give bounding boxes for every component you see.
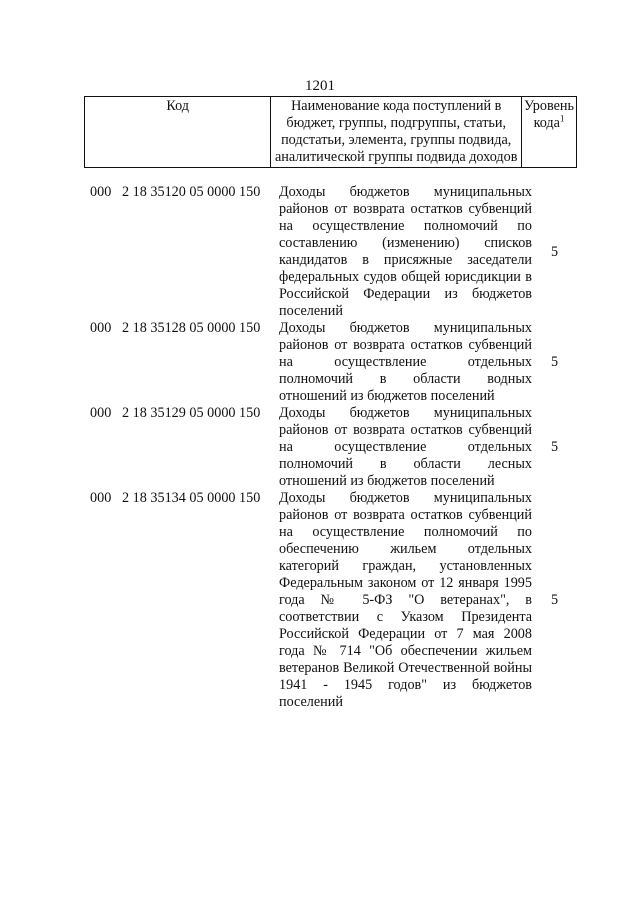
code-level: 5 [550, 439, 559, 455]
revenue-name: Доходы бюджетов муниципальных районов от возврата остатков субвенций на осуществление полномочий по обеспечению жильем отдельных категорий граждан, установленных Федеральным законом от 12 января 1995 года № 5-ФЗ "О ветеранах", в соответствии с Указом Президента Российской Федерации от 7 мая 2008 года № 714 "Об обеспечении жильем ветеранов Великой Отечественной войны 1941 - 1945 годов" из бюджетов поселений [279, 490, 532, 710]
header-code-label: Код [166, 98, 190, 114]
revenue-code: 2 18 35128 05 0000 150 [122, 320, 261, 336]
table-row [84, 320, 577, 405]
header-code [85, 97, 271, 168]
admin-code: 000 [90, 184, 112, 200]
admin-code: 000 [90, 320, 112, 336]
revenue-code: 2 18 35120 05 0000 150 [122, 184, 261, 200]
table-header [84, 96, 577, 168]
header-level-label: Уровень кода [524, 98, 574, 131]
revenue-name: Доходы бюджетов муниципальных районов от возврата остатков субвенций на осуществление отдельных полномочий в области лесных отношений из бюджетов поселений [279, 405, 532, 489]
revenue-name: Доходы бюджетов муниципальных районов от возврата остатков субвенций на осуществление полномочий по составлению (изменению) списков кандидатов в присяжные заседатели федеральных судов общей юрисдикции в Российской Федерации из бюджетов поселений [279, 184, 532, 319]
code-level: 5 [550, 354, 559, 370]
revenue-code: 2 18 35129 05 0000 150 [122, 405, 261, 421]
admin-code: 000 [90, 405, 112, 421]
code-level: 5 [550, 243, 559, 260]
footnote-marker: 1 [559, 113, 565, 124]
revenue-code: 2 18 35134 05 0000 150 [122, 490, 261, 506]
code-level: 5 [550, 592, 559, 608]
admin-code: 000 [90, 490, 112, 506]
revenue-name: Доходы бюджетов муниципальных районов от возврата остатков субвенций на осуществление отдельных полномочий в области водных отношений из бюджетов поселений [279, 320, 532, 404]
header-name: Наименование кода поступлений в бюджет, группы, подгруппы, статьи, подстатьи, элемента, группы подвида, аналитической группы подвида доходов [271, 97, 522, 168]
table-row [84, 405, 577, 490]
table-row [84, 184, 577, 320]
page-number: 1201 [305, 78, 335, 94]
header-level [522, 97, 577, 168]
table-row [84, 490, 577, 711]
table-body [84, 184, 577, 711]
